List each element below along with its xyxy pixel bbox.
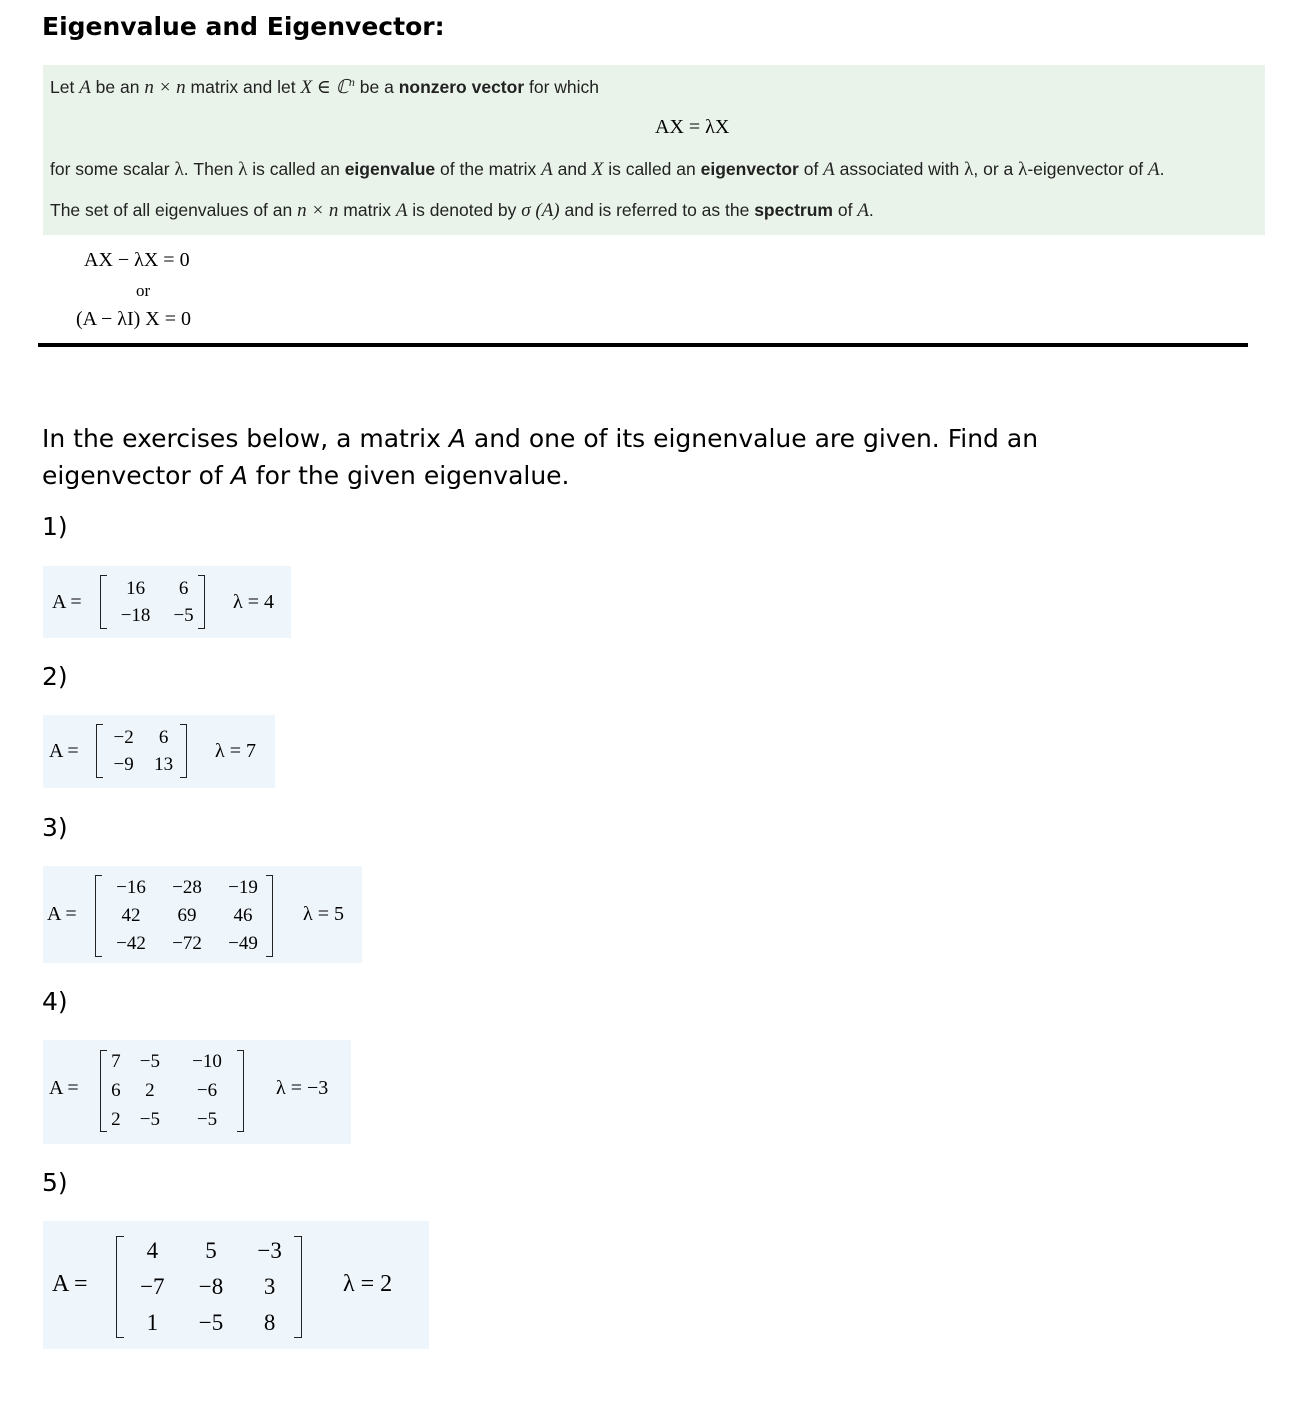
- section-divider: [38, 343, 1248, 347]
- matrix-label: A =: [52, 591, 82, 613]
- right-bracket: [266, 875, 273, 957]
- eigenvalue-label: λ = −3: [276, 1077, 329, 1099]
- math-var: A: [230, 461, 248, 490]
- definition-equation: AX = λX: [655, 116, 730, 138]
- left-bracket: [96, 724, 103, 778]
- exercise-number: 5): [42, 1168, 68, 1197]
- matrix-cell: 5: [205, 1238, 217, 1263]
- eigenvalue-label: λ = 5: [303, 903, 344, 925]
- definition-box: [43, 65, 1265, 235]
- right-bracket: [237, 1050, 244, 1132]
- matrix-label: A =: [49, 1077, 79, 1099]
- definition-line-3: [50, 200, 874, 222]
- math-var: λ: [964, 159, 974, 180]
- bold-term: nonzero vector: [398, 76, 525, 97]
- matrix-cell: −42: [116, 933, 146, 954]
- matrix-cell: 6: [158, 726, 169, 748]
- text: and: [552, 159, 592, 179]
- bold-term: eigenvector: [700, 159, 799, 179]
- matrix-cell: 2: [111, 1108, 121, 1130]
- matrix-cell: −5: [198, 1310, 224, 1335]
- matrix-grid: [123, 1233, 299, 1341]
- matrix-cell: −9: [113, 753, 134, 775]
- text: be a: [354, 76, 399, 97]
- text: .: [1159, 159, 1165, 179]
- matrix-cell: −19: [228, 877, 258, 898]
- left-bracket: [95, 875, 102, 957]
- text: associated with: [834, 159, 965, 179]
- text: of: [798, 159, 824, 179]
- matrix-cell: 6: [178, 577, 189, 599]
- matrix-cell: −49: [228, 933, 258, 954]
- text: In the exercises below, a matrix: [42, 424, 449, 453]
- matrix-label: A =: [47, 903, 77, 925]
- text: for the given eigenvalue.: [247, 461, 570, 490]
- math-var: A: [857, 200, 869, 221]
- matrix-label: A =: [49, 740, 79, 762]
- bold-term: eigenvalue: [344, 159, 436, 179]
- text: is called an: [247, 159, 345, 179]
- derived-equation-1: AX − λX = 0: [84, 249, 190, 271]
- matrix-cell: 3: [263, 1274, 276, 1299]
- matrix-cell: 42: [121, 905, 141, 926]
- eigenvalue-label: λ = 7: [215, 740, 256, 762]
- math-var: λ: [1018, 159, 1028, 180]
- math-var: A: [79, 76, 91, 98]
- text: , or a: [973, 159, 1019, 179]
- matrix-label: A =: [52, 1271, 88, 1297]
- text: of: [832, 200, 858, 220]
- matrix-grid: [105, 1048, 241, 1134]
- text: matrix and let: [185, 76, 301, 97]
- text: and is referred to as the: [559, 200, 755, 220]
- math-expr: n × n: [297, 200, 339, 221]
- matrix-cell: −10: [192, 1051, 222, 1073]
- right-bracket: [198, 575, 205, 629]
- text: .: [868, 200, 874, 220]
- definition-line-1: [50, 75, 599, 99]
- matrix-cell: −3: [257, 1238, 282, 1263]
- matrix-cell: −6: [196, 1079, 218, 1101]
- exercise-3-box: [43, 866, 362, 963]
- left-bracket: [100, 575, 107, 629]
- matrix-cell: 6: [111, 1079, 121, 1101]
- exercise-4-box: [43, 1040, 351, 1144]
- matrix-cell: 16: [126, 577, 146, 599]
- text: of the matrix: [435, 159, 542, 179]
- derived-or: or: [136, 281, 151, 300]
- matrix-grid: [107, 575, 203, 629]
- right-bracket: [294, 1236, 302, 1338]
- matrix-cell: 46: [233, 905, 253, 926]
- matrix-cell: 4: [146, 1238, 159, 1263]
- exercise-intro: [42, 420, 1192, 494]
- math-var: A: [541, 159, 553, 180]
- math-var: X: [591, 159, 604, 180]
- matrix-cell: −28: [172, 877, 202, 898]
- matrix-cell: −7: [140, 1274, 165, 1299]
- math-sup: n: [348, 75, 355, 89]
- text: is called an: [603, 159, 701, 179]
- matrix-cell: −16: [116, 877, 146, 898]
- matrix-cell: −8: [198, 1274, 224, 1299]
- exercise-number: 1): [42, 512, 68, 541]
- text: . Then: [183, 159, 239, 179]
- matrix-cell: 69: [177, 905, 197, 926]
- text: The set of all eigenvalues of an: [50, 200, 298, 220]
- matrix-cell: −18: [120, 604, 151, 626]
- text: for some scalar: [50, 159, 175, 179]
- page-title: Eigenvalue and Eigenvector:: [42, 12, 445, 41]
- matrix-cell: −2: [113, 726, 134, 748]
- exercise-2-box: [43, 715, 275, 788]
- definition-line-2: [50, 159, 1164, 181]
- eigenvalue-label: λ = 2: [343, 1271, 393, 1297]
- matrix-cell: 2: [145, 1079, 155, 1101]
- math-var: A: [823, 159, 835, 180]
- math-expr: X ∈ ℂ: [300, 76, 349, 98]
- right-bracket: [180, 724, 187, 778]
- matrix-cell: 13: [154, 753, 174, 775]
- text: for which: [524, 76, 600, 97]
- math-var: A: [395, 200, 408, 221]
- matrix-cell: −5: [139, 1051, 160, 1073]
- text: is denoted by: [407, 200, 522, 220]
- matrix-cell: 8: [263, 1310, 276, 1335]
- exercise-5-box: [43, 1221, 429, 1349]
- matrix-cell: 1: [146, 1310, 159, 1335]
- exercise-1-box: [43, 566, 291, 638]
- text: matrix: [338, 200, 396, 220]
- matrix-grid: [103, 724, 183, 778]
- matrix-cell: −5: [196, 1108, 218, 1130]
- math-expr: n × n: [144, 76, 186, 98]
- eigenvalue-label: λ = 4: [233, 591, 274, 613]
- math-var: λ: [238, 159, 248, 180]
- exercise-number: 3): [42, 813, 68, 842]
- text: be an: [90, 76, 145, 97]
- text: Let: [50, 76, 80, 97]
- bold-term: spectrum: [754, 200, 833, 220]
- exercise-number: 2): [42, 662, 68, 691]
- math-var: A: [1147, 159, 1160, 180]
- derived-equation-2: (A − λI) X = 0: [76, 308, 192, 330]
- matrix-cell: −5: [139, 1108, 160, 1130]
- math-var: A: [448, 424, 466, 453]
- matrix-cell: −72: [172, 933, 202, 954]
- text: and one of its eignenvalue are given. Find an eigenvector of: [42, 424, 1039, 490]
- matrix-grid: [103, 874, 271, 958]
- math-expr: σ (A): [521, 200, 560, 221]
- text: -eigenvector of: [1027, 159, 1148, 179]
- matrix-cell: 7: [111, 1051, 121, 1073]
- math-var: λ: [174, 159, 184, 180]
- matrix-cell: −5: [173, 604, 194, 626]
- exercise-number: 4): [42, 987, 68, 1016]
